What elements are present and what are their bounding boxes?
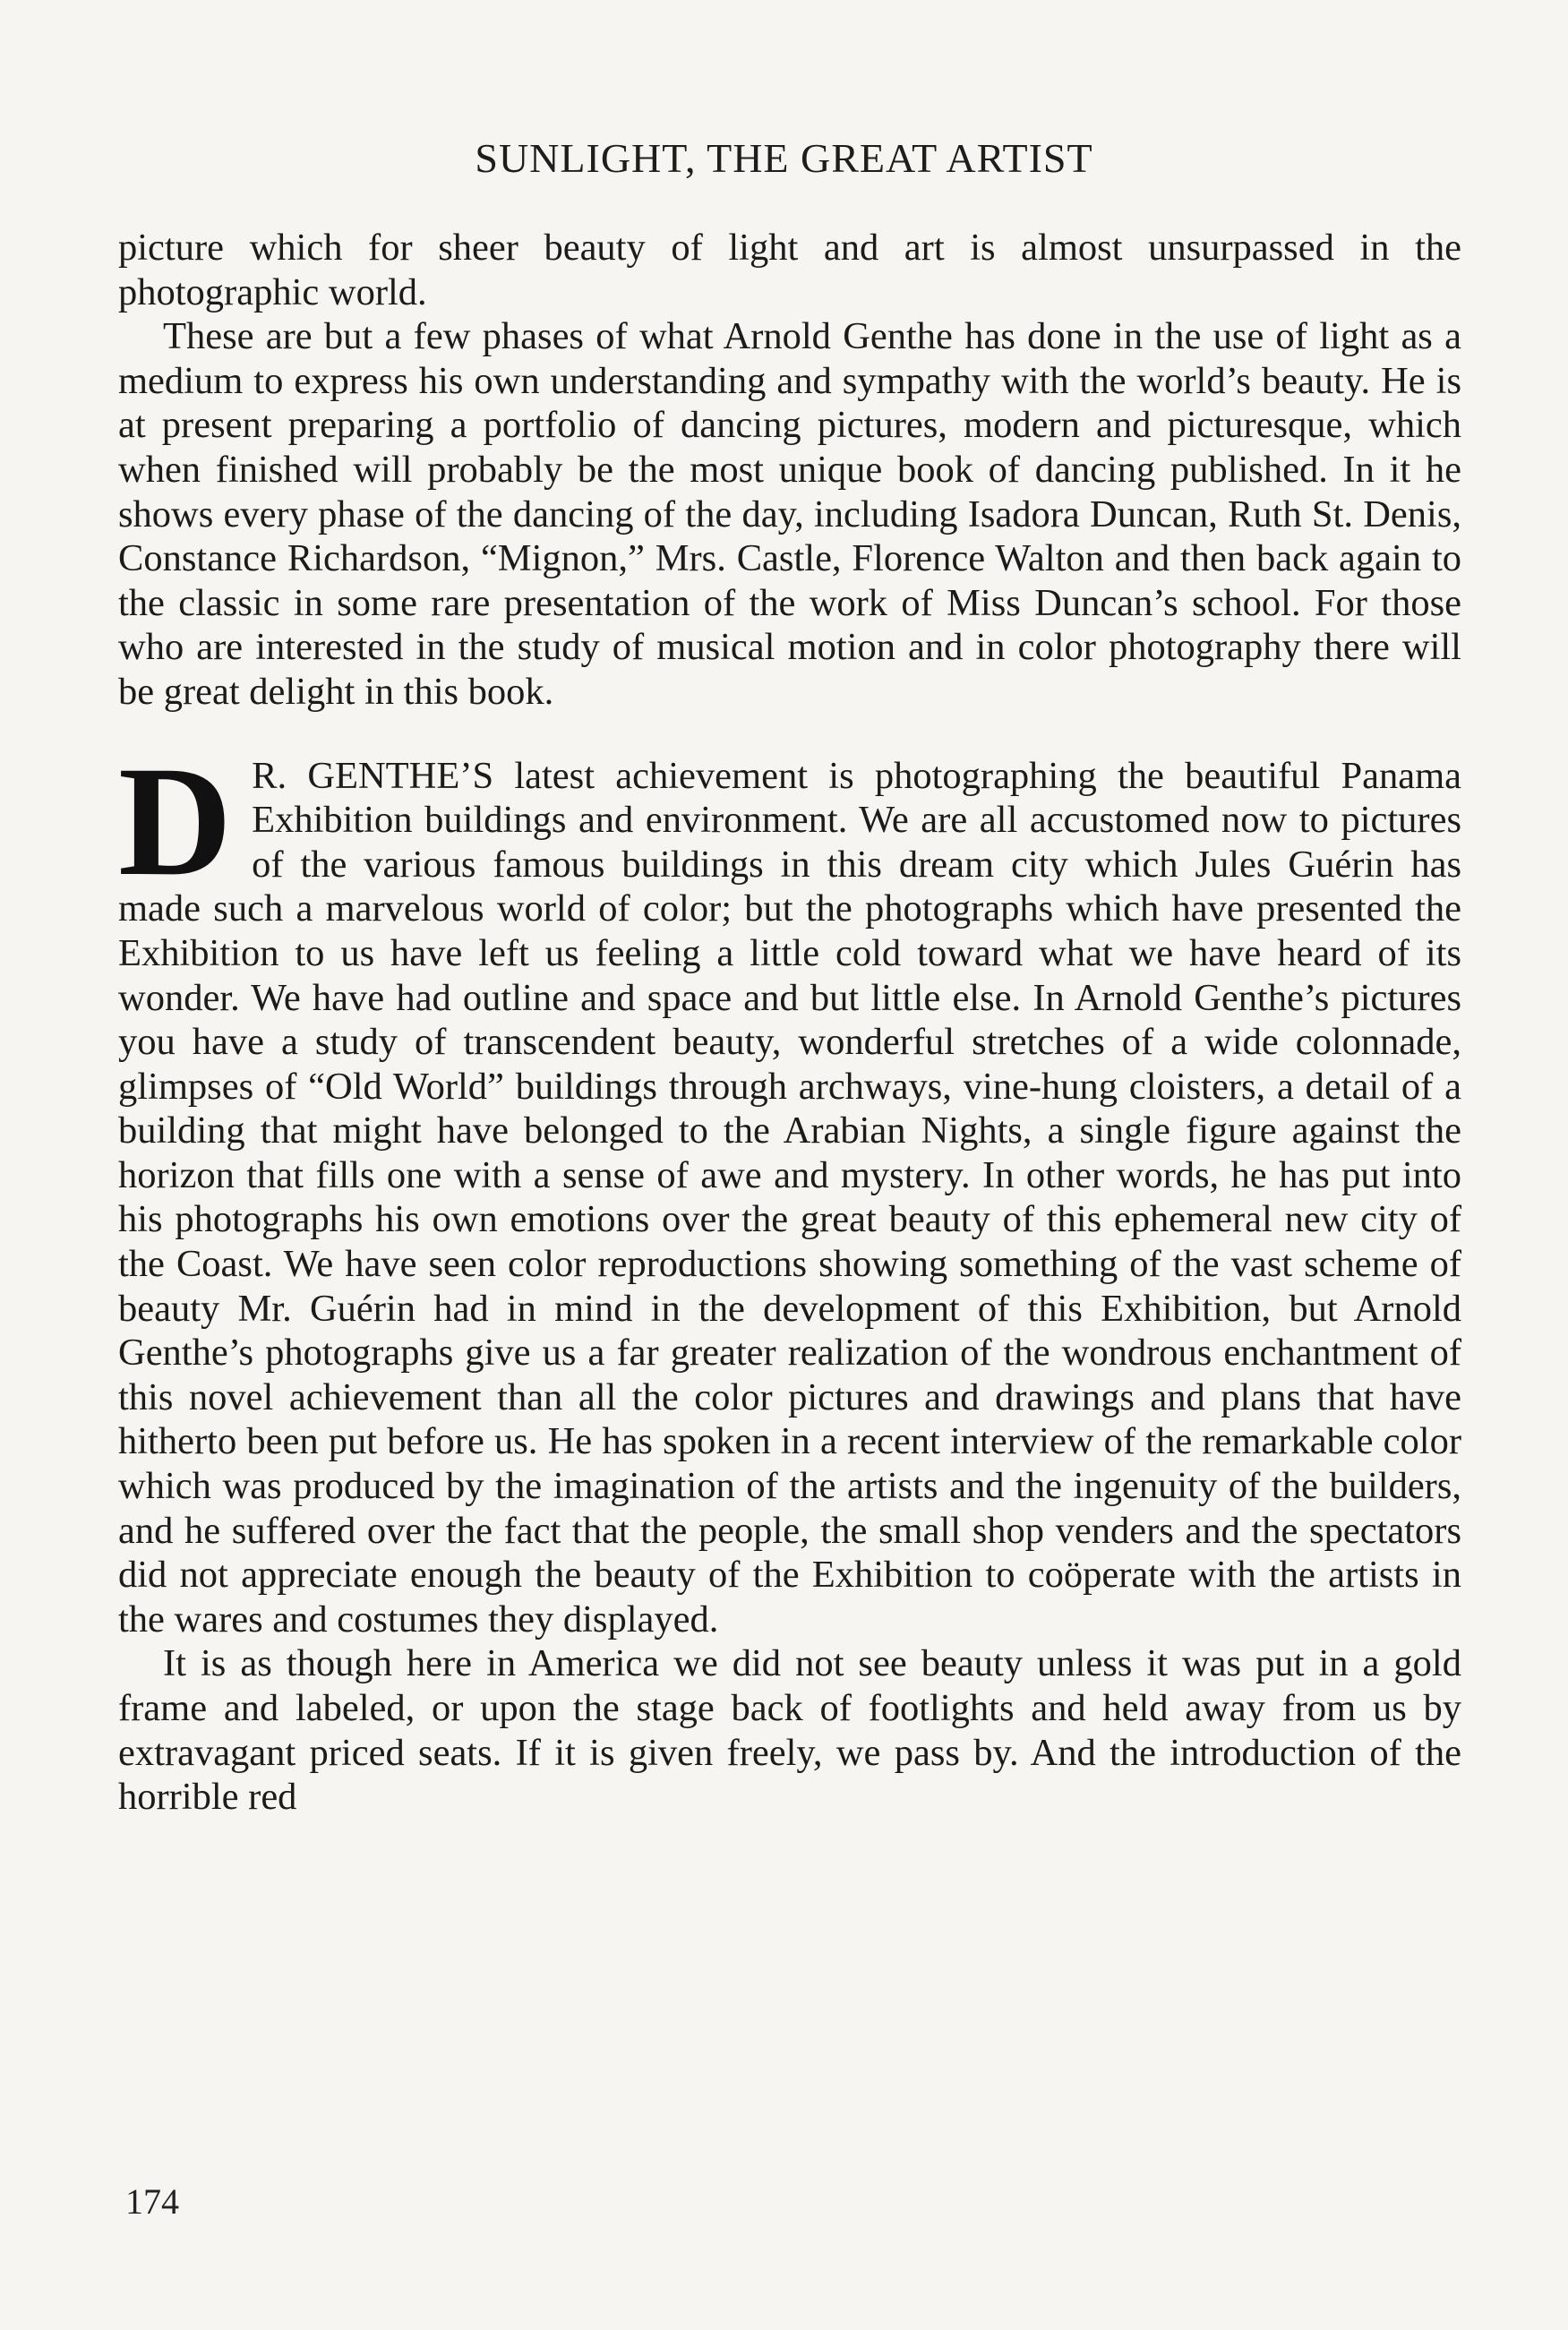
drop-cap: D [118, 733, 233, 909]
paragraph: It is as though here in America we did not see beauty unless it was put in a gold frame and labeled, or upon the stage back of footlights and held away from us by extravagant priced seats. If it is given freely, we pass by. And the introduction of the horrible red [118, 1642, 1461, 1819]
running-title: SUNLIGHT, THE GREAT ARTIST [475, 135, 1093, 181]
section-paragraph-text: R. GENTHE’S latest achievement is photographing the beautiful Panama Exhibition buildings and environment. We are all accustomed now to pictures of the various famous buildings in this dream city which Jules Guérin has made such a marvelous world of color; but the photographs which have presented the Exhibition to us have left us feeling a little cold toward what we have heard of its wonder. We have had outline and space and but little else. In Arnold Genthe’s pictures you have a study of transcendent beauty, wonderful stretches of a wide colonnade, glimpses of “Old World” buildings through archways, vine-hung cloisters, a detail of a building that might have belonged to the Arabian Nights, a single figure against the horizon that fills one with a sense of awe and mystery. In other words, he has put into his photographs his own emotions over the great beauty of this ephemeral new city of the Coast. We have seen color reproductions showing something of the vast scheme of beauty Mr. Guérin had in mind in the development of this Exhibition, but Arnold Genthe’s photographs give us a far greater realization of the wondrous enchantment of this novel achievement than all the color pictures and drawings and plans that have hitherto been put before us. He has spoken in a recent interview of the remarkable color which was produced by the imagination of the artists and the ingenuity of the builders, and he suffered over the fact that the people, the small shop venders and the spectators did not appreciate enough the beauty of the Exhibition to coöperate with the artists in the wares and costumes they displayed. [118, 754, 1461, 1640]
body-text [118, 226, 1461, 1820]
section-paragraph [118, 733, 1461, 1642]
page-number: 174 [125, 2181, 179, 2222]
paragraph: These are but a few phases of what Arnold Genthe has done in the use of light as a medium to express his own understanding and sympathy with the world’s beauty. He is at present preparing a portfolio of dancing pictures, modern and picturesque, which when finished will probably be the most unique book of dancing published. In it he shows every phase of the dancing of the day, including Isadora Duncan, Ruth St. Denis, Constance Richardson, “Mignon,” Mrs. Castle, Florence Walton and then back again to the classic in some rare presentation of the work of Miss Duncan’s school. For those who are interested in the study of musical motion and in color photography there will be great delight in this book. [118, 315, 1461, 713]
paragraph-continued: picture which for sheer beauty of light and art is almost unsurpassed in the photographic world. [118, 227, 1461, 313]
